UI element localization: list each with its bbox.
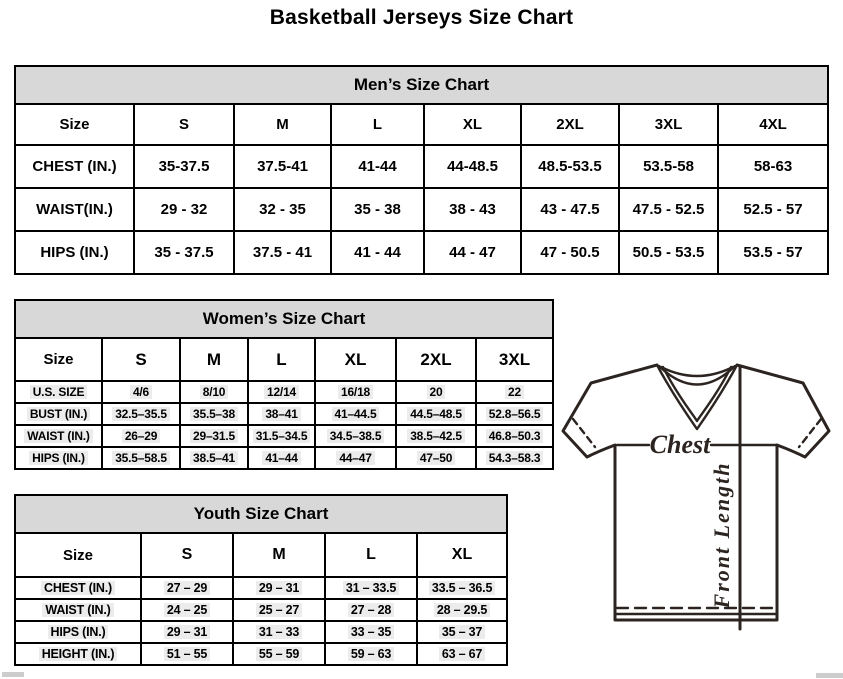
womens-col-header: M (180, 338, 248, 381)
womens-cell: 34.5–38.5 (315, 425, 396, 447)
youth-cell: 29 – 31 (233, 577, 325, 599)
mens-cell: 41-44 (331, 145, 424, 188)
mens-cell: 41 - 44 (331, 231, 424, 274)
mens-cell: 48.5-53.5 (521, 145, 619, 188)
row-label: CHEST (IN.) (15, 145, 134, 188)
youth-cell: 35 – 37 (417, 621, 507, 643)
mens-cell: 47.5 - 52.5 (619, 188, 718, 231)
youth-cell: 27 – 28 (325, 599, 417, 621)
mens-cell: 35-37.5 (134, 145, 234, 188)
womens-table-title: Women’s Size Chart (15, 300, 553, 338)
mens-col-header: M (234, 104, 331, 145)
youth-cell: 33 – 35 (325, 621, 417, 643)
youth-col-header: S (141, 533, 233, 577)
mens-col-header: 3XL (619, 104, 718, 145)
youth-cell: 33.5 – 36.5 (417, 577, 507, 599)
left-cuff-dashed-line (573, 419, 595, 447)
row-label: HIPS (IN.) (15, 231, 134, 274)
row-label: HEIGHT (IN.) (15, 643, 141, 665)
collar-back-arc (661, 367, 733, 376)
youth-cell: 24 – 25 (141, 599, 233, 621)
youth-col-header: Size (15, 533, 141, 577)
womens-col-header: L (248, 338, 315, 381)
row-label: CHEST (IN.) (15, 577, 141, 599)
mens-cell: 47 - 50.5 (521, 231, 619, 274)
womens-cell: 22 (476, 381, 553, 403)
mens-col-header: Size (15, 104, 134, 145)
mens-cell: 44 - 47 (424, 231, 521, 274)
womens-col-header: 2XL (396, 338, 476, 381)
mens-col-header: L (331, 104, 424, 145)
table-row (15, 381, 553, 403)
womens-cell: 4/6 (102, 381, 180, 403)
table-row (15, 621, 507, 643)
row-label: HIPS (IN.) (15, 621, 141, 643)
mens-cell: 43 - 47.5 (521, 188, 619, 231)
womens-cell: 46.8–50.3 (476, 425, 553, 447)
table-row (15, 403, 553, 425)
mens-cell: 53.5 - 57 (718, 231, 828, 274)
youth-cell: 28 – 29.5 (417, 599, 507, 621)
mens-col-header: XL (424, 104, 521, 145)
youth-cell: 51 – 55 (141, 643, 233, 665)
row-label: WAIST (IN.) (15, 599, 141, 621)
womens-cell: 20 (396, 381, 476, 403)
mens-cell: 37.5 - 41 (234, 231, 331, 274)
mens-cell: 35 - 37.5 (134, 231, 234, 274)
womens-cell: 38–41 (248, 403, 315, 425)
womens-col-header: Size (15, 338, 102, 381)
jersey-measurement-diagram (561, 353, 833, 637)
youth-cell: 27 – 29 (141, 577, 233, 599)
chest-label: Chest (649, 430, 711, 459)
womens-cell: 29–31.5 (180, 425, 248, 447)
table-row (15, 300, 553, 338)
row-label: HIPS (IN.) (15, 447, 102, 469)
mens-cell: 38 - 43 (424, 188, 521, 231)
mens-cell: 53.5-58 (619, 145, 718, 188)
table-row (15, 188, 828, 231)
mens-cell: 44-48.5 (424, 145, 521, 188)
table-row (15, 66, 828, 104)
youth-cell: 25 – 27 (233, 599, 325, 621)
mens-size-table (14, 65, 829, 275)
womens-cell: 32.5–35.5 (102, 403, 180, 425)
youth-col-header: XL (417, 533, 507, 577)
table-row (15, 104, 828, 145)
womens-cell: 44–47 (315, 447, 396, 469)
table-row (15, 533, 507, 577)
womens-cell: 38.5–41 (180, 447, 248, 469)
womens-cell: 35.5–58.5 (102, 447, 180, 469)
table-row (15, 231, 828, 274)
mens-col-header: 4XL (718, 104, 828, 145)
womens-col-header: S (102, 338, 180, 381)
row-label: BUST (IN.) (15, 403, 102, 425)
youth-cell: 31 – 33.5 (325, 577, 417, 599)
mens-cell: 50.5 - 53.5 (619, 231, 718, 274)
womens-col-header: 3XL (476, 338, 553, 381)
womens-col-header: XL (315, 338, 396, 381)
youth-col-header: M (233, 533, 325, 577)
womens-cell: 16/18 (315, 381, 396, 403)
table-row (15, 643, 507, 665)
womens-cell: 26–29 (102, 425, 180, 447)
table-row (15, 338, 553, 381)
womens-cell: 35.5–38 (180, 403, 248, 425)
horizontal-scrollbar-right-fragment[interactable] (816, 673, 843, 678)
womens-cell: 54.3–58.3 (476, 447, 553, 469)
mens-table-title: Men’s Size Chart (15, 66, 828, 104)
womens-cell: 12/14 (248, 381, 315, 403)
womens-cell: 8/10 (180, 381, 248, 403)
horizontal-scrollbar-left-fragment[interactable] (2, 672, 24, 677)
youth-cell: 31 – 33 (233, 621, 325, 643)
youth-col-header: L (325, 533, 417, 577)
youth-table-title: Youth Size Chart (15, 495, 507, 533)
jersey-outline (563, 365, 829, 620)
mens-cell: 58-63 (718, 145, 828, 188)
mens-col-header: 2XL (521, 104, 619, 145)
youth-size-table (14, 494, 508, 666)
table-row (15, 577, 507, 599)
womens-cell: 47–50 (396, 447, 476, 469)
mens-cell: 35 - 38 (331, 188, 424, 231)
womens-cell: 38.5–42.5 (396, 425, 476, 447)
womens-size-table (14, 299, 554, 470)
mens-cell: 37.5-41 (234, 145, 331, 188)
row-label: U.S. SIZE (15, 381, 102, 403)
table-row (15, 447, 553, 469)
mens-cell: 32 - 35 (234, 188, 331, 231)
womens-cell: 41–44.5 (315, 403, 396, 425)
youth-cell: 55 – 59 (233, 643, 325, 665)
mens-col-header: S (134, 104, 234, 145)
table-row (15, 495, 507, 533)
youth-cell: 29 – 31 (141, 621, 233, 643)
table-row (15, 599, 507, 621)
womens-cell: 52.8–56.5 (476, 403, 553, 425)
mens-cell: 29 - 32 (134, 188, 234, 231)
table-row (15, 425, 553, 447)
womens-cell: 31.5–34.5 (248, 425, 315, 447)
row-label: WAIST (IN.) (15, 425, 102, 447)
page-title: Basketball Jerseys Size Chart (269, 6, 574, 29)
row-label: WAIST(IN.) (15, 188, 134, 231)
womens-cell: 41–44 (248, 447, 315, 469)
front-length-label: Front Length (709, 461, 734, 609)
youth-cell: 63 – 67 (417, 643, 507, 665)
youth-cell: 59 – 63 (325, 643, 417, 665)
womens-cell: 44.5–48.5 (396, 403, 476, 425)
mens-cell: 52.5 - 57 (718, 188, 828, 231)
table-row (15, 145, 828, 188)
